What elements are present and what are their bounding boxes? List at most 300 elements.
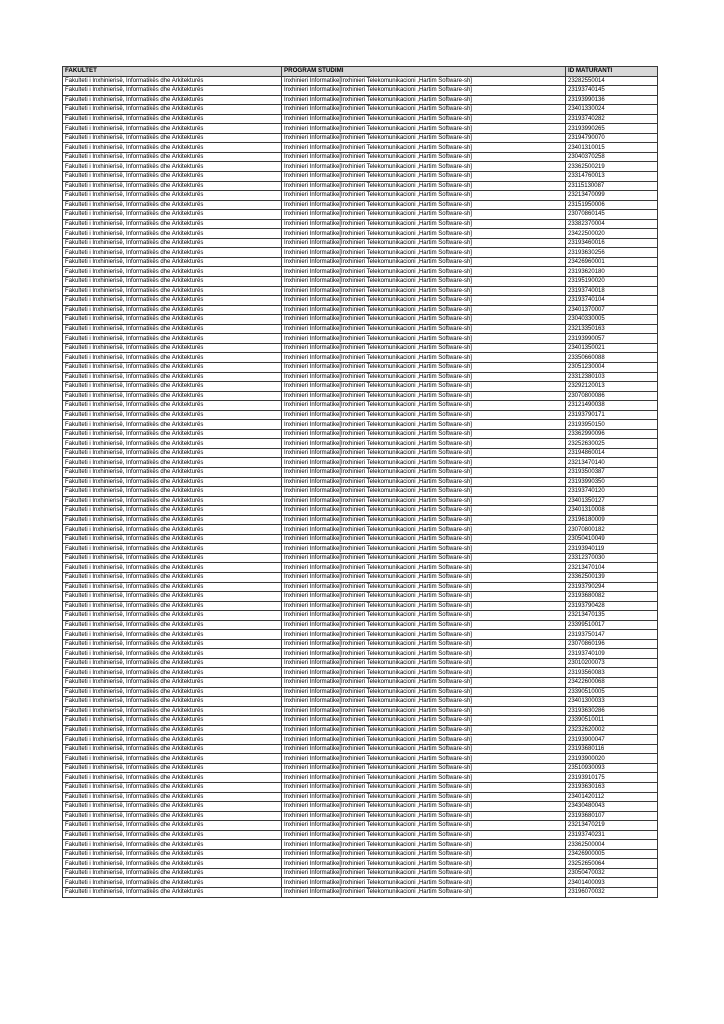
faculty-cell: Fakulteti i Inxhinierisë, Informatikës dhe Arkitekturës: [63, 315, 282, 325]
faculty-cell: Fakulteti i Inxhinierisë, Informatikës dhe Arkitekturës: [63, 649, 282, 659]
program-cell: Inxhinieri Informatike[Inxhinieri Telekomunikacioni ,Hartim Software-sh]: [282, 372, 566, 382]
table-row: [63, 467, 658, 477]
student-id-cell: 23193680116: [566, 744, 658, 754]
program-cell: Inxhinieri Informatike[Inxhinieri Telekomunikacioni ,Hartim Software-sh]: [282, 802, 566, 812]
program-cell: Inxhinieri Informatike[Inxhinieri Telekomunikacioni ,Hartim Software-sh]: [282, 687, 566, 697]
student-id-cell: 23401350021: [566, 343, 658, 353]
table-row: [63, 257, 658, 267]
program-cell: Inxhinieri Informatike[Inxhinieri Telekomunikacioni ,Hartim Software-sh]: [282, 668, 566, 678]
student-id-cell: 23193560083: [566, 668, 658, 678]
student-id-cell: 23193740120: [566, 487, 658, 497]
student-id-cell: 23193740104: [566, 296, 658, 306]
student-id-cell: 23382370004: [566, 219, 658, 229]
program-cell: Inxhinieri Informatike[Inxhinieri Telekomunikacioni ,Hartim Software-sh]: [282, 572, 566, 582]
program-cell: Inxhinieri Informatike[Inxhinieri Telekomunikacioni ,Hartim Software-sh]: [282, 630, 566, 640]
program-cell: Inxhinieri Informatike[Inxhinieri Telekomunikacioni ,Hartim Software-sh]: [282, 477, 566, 487]
table-row: [63, 754, 658, 764]
student-id-cell: 23390510005: [566, 687, 658, 697]
student-id-cell: 23196070032: [566, 888, 658, 898]
table-row: [63, 343, 658, 353]
program-cell: Inxhinieri Informatike[Inxhinieri Telekomunikacioni ,Hartim Software-sh]: [282, 391, 566, 401]
program-cell: Inxhinieri Informatike[Inxhinieri Telekomunikacioni ,Hartim Software-sh]: [282, 238, 566, 248]
header-row: [63, 67, 658, 77]
table-row: [63, 420, 658, 430]
table-row: [63, 658, 658, 668]
program-cell: Inxhinieri Informatike[Inxhinieri Telekomunikacioni ,Hartim Software-sh]: [282, 76, 566, 86]
table-row: [63, 477, 658, 487]
student-id-cell: 23193500387: [566, 467, 658, 477]
faculty-cell: Fakulteti i Inxhinierisë, Informatikës dhe Arkitekturës: [63, 706, 282, 716]
table-row: [63, 238, 658, 248]
student-id-cell: 23312380103: [566, 372, 658, 382]
student-id-cell: 23232620002: [566, 725, 658, 735]
program-cell: Inxhinieri Informatike[Inxhinieri Telekomunikacioni ,Hartim Software-sh]: [282, 821, 566, 831]
table-row: [63, 888, 658, 898]
program-cell: Inxhinieri Informatike[Inxhinieri Telekomunikacioni ,Hartim Software-sh]: [282, 95, 566, 105]
program-cell: Inxhinieri Informatike[Inxhinieri Telekomunikacioni ,Hartim Software-sh]: [282, 763, 566, 773]
program-cell: Inxhinieri Informatike[Inxhinieri Telekomunikacioni ,Hartim Software-sh]: [282, 181, 566, 191]
table-row: [63, 601, 658, 611]
table-row: [63, 525, 658, 535]
faculty-cell: Fakulteti i Inxhinierisë, Informatikës dhe Arkitekturës: [63, 888, 282, 898]
faculty-cell: Fakulteti i Inxhinierisë, Informatikës dhe Arkitekturës: [63, 429, 282, 439]
faculty-cell: Fakulteti i Inxhinierisë, Informatikës dhe Arkitekturës: [63, 821, 282, 831]
program-cell: Inxhinieri Informatike[Inxhinieri Telekomunikacioni ,Hartim Software-sh]: [282, 162, 566, 172]
table-row: [63, 286, 658, 296]
table-row: [63, 620, 658, 630]
table-row: [63, 572, 658, 582]
table-row: [63, 783, 658, 793]
student-id-cell: 23070860196: [566, 639, 658, 649]
table-row: [63, 382, 658, 392]
faculty-cell: Fakulteti i Inxhinierisë, Informatikës dhe Arkitekturës: [63, 763, 282, 773]
table-row: [63, 725, 658, 735]
student-id-cell: 23252630025: [566, 439, 658, 449]
faculty-cell: Fakulteti i Inxhinierisë, Informatikës dhe Arkitekturës: [63, 401, 282, 411]
faculty-cell: Fakulteti i Inxhinierisë, Informatikës dhe Arkitekturës: [63, 343, 282, 353]
faculty-cell: Fakulteti i Inxhinierisë, Informatikës dhe Arkitekturës: [63, 792, 282, 802]
faculty-cell: Fakulteti i Inxhinierisë, Informatikës dhe Arkitekturës: [63, 162, 282, 172]
student-id-cell: 23510930093: [566, 763, 658, 773]
program-cell: Inxhinieri Informatike[Inxhinieri Telekomunikacioni ,Hartim Software-sh]: [282, 811, 566, 821]
program-cell: Inxhinieri Informatike[Inxhinieri Telekomunikacioni ,Hartim Software-sh]: [282, 592, 566, 602]
student-id-cell: 23399510017: [566, 620, 658, 630]
faculty-cell: Fakulteti i Inxhinierisë, Informatikës dhe Arkitekturës: [63, 840, 282, 850]
table-row: [63, 706, 658, 716]
program-cell: Inxhinieri Informatike[Inxhinieri Telekomunikacioni ,Hartim Software-sh]: [282, 515, 566, 525]
table-row: [63, 76, 658, 86]
student-id-cell: 23040330005: [566, 315, 658, 325]
program-cell: Inxhinieri Informatike[Inxhinieri Telekomunikacioni ,Hartim Software-sh]: [282, 525, 566, 535]
program-cell: Inxhinieri Informatike[Inxhinieri Telekomunikacioni ,Hartim Software-sh]: [282, 172, 566, 182]
student-id-cell: 23070800086: [566, 391, 658, 401]
program-cell: Inxhinieri Informatike[Inxhinieri Telekomunikacioni ,Hartim Software-sh]: [282, 343, 566, 353]
table-row: [63, 439, 658, 449]
table-row: [63, 229, 658, 239]
program-cell: Inxhinieri Informatike[Inxhinieri Telekomunikacioni ,Hartim Software-sh]: [282, 133, 566, 143]
student-id-cell: 23422500020: [566, 229, 658, 239]
student-id-cell: 23401330024: [566, 105, 658, 115]
faculty-cell: Fakulteti i Inxhinierisë, Informatikës dhe Arkitekturës: [63, 716, 282, 726]
faculty-cell: Fakulteti i Inxhinierisë, Informatikës dhe Arkitekturës: [63, 458, 282, 468]
program-cell: Inxhinieri Informatike[Inxhinieri Telekomunikacioni ,Hartim Software-sh]: [282, 439, 566, 449]
table-row: [63, 429, 658, 439]
student-id-cell: 23312370030: [566, 553, 658, 563]
table-row: [63, 114, 658, 124]
program-cell: Inxhinieri Informatike[Inxhinieri Telekomunikacioni ,Hartim Software-sh]: [282, 305, 566, 315]
table-row: [63, 191, 658, 201]
faculty-cell: Fakulteti i Inxhinierisë, Informatikës dhe Arkitekturës: [63, 200, 282, 210]
program-cell: Inxhinieri Informatike[Inxhinieri Telekomunikacioni ,Hartim Software-sh]: [282, 840, 566, 850]
faculty-cell: Fakulteti i Inxhinierisë, Informatikës dhe Arkitekturës: [63, 105, 282, 115]
student-id-cell: 23040370258: [566, 152, 658, 162]
faculty-cell: Fakulteti i Inxhinierisë, Informatikës dhe Arkitekturës: [63, 735, 282, 745]
table-row: [63, 152, 658, 162]
student-id-cell: 23193990265: [566, 124, 658, 134]
student-id-cell: 23193740231: [566, 830, 658, 840]
faculty-cell: Fakulteti i Inxhinierisë, Informatikës dhe Arkitekturës: [63, 248, 282, 258]
program-cell: Inxhinieri Informatike[Inxhinieri Telekomunikacioni ,Hartim Software-sh]: [282, 448, 566, 458]
faculty-cell: Fakulteti i Inxhinierisë, Informatikës dhe Arkitekturës: [63, 496, 282, 506]
faculty-cell: Fakulteti i Inxhinierisë, Informatikës dhe Arkitekturës: [63, 830, 282, 840]
table-row: [63, 811, 658, 821]
table-row: [63, 639, 658, 649]
faculty-cell: Fakulteti i Inxhinierisë, Informatikës dhe Arkitekturës: [63, 210, 282, 220]
table-row: [63, 592, 658, 602]
faculty-cell: Fakulteti i Inxhinierisë, Informatikës dhe Arkitekturës: [63, 811, 282, 821]
program-cell: Inxhinieri Informatike[Inxhinieri Telekomunikacioni ,Hartim Software-sh]: [282, 429, 566, 439]
program-cell: Inxhinieri Informatike[Inxhinieri Telekomunikacioni ,Hartim Software-sh]: [282, 868, 566, 878]
program-cell: Inxhinieri Informatike[Inxhinieri Telekomunikacioni ,Hartim Software-sh]: [282, 773, 566, 783]
faculty-cell: Fakulteti i Inxhinierisë, Informatikës dhe Arkitekturës: [63, 305, 282, 315]
table-row: [63, 353, 658, 363]
faculty-cell: Fakulteti i Inxhinierisë, Informatikës dhe Arkitekturës: [63, 267, 282, 277]
student-id-cell: 23350660088: [566, 353, 658, 363]
student-id-cell: 23193910175: [566, 773, 658, 783]
student-id-cell: 23362500004: [566, 840, 658, 850]
table-row: [63, 792, 658, 802]
program-cell: Inxhinieri Informatike[Inxhinieri Telekomunikacioni ,Hartim Software-sh]: [282, 200, 566, 210]
table-row: [63, 553, 658, 563]
student-id-cell: 23193680107: [566, 811, 658, 821]
program-cell: Inxhinieri Informatike[Inxhinieri Telekomunikacioni ,Hartim Software-sh]: [282, 410, 566, 420]
program-cell: Inxhinieri Informatike[Inxhinieri Telekomunikacioni ,Hartim Software-sh]: [282, 105, 566, 115]
student-id-cell: 23426960001: [566, 257, 658, 267]
program-cell: Inxhinieri Informatike[Inxhinieri Telekomunikacioni ,Hartim Software-sh]: [282, 649, 566, 659]
student-id-cell: 23390510011: [566, 716, 658, 726]
student-id-cell: 23193750147: [566, 630, 658, 640]
table-row: [63, 448, 658, 458]
table-row: [63, 735, 658, 745]
student-id-cell: 23193790294: [566, 582, 658, 592]
program-cell: Inxhinieri Informatike[Inxhinieri Telekomunikacioni ,Hartim Software-sh]: [282, 620, 566, 630]
table-row: [63, 143, 658, 153]
table-row: [63, 773, 658, 783]
table-row: [63, 544, 658, 554]
student-id-cell: 23151950006: [566, 200, 658, 210]
student-id-cell: 23070860145: [566, 210, 658, 220]
student-id-cell: 23422600068: [566, 678, 658, 688]
faculty-cell: Fakulteti i Inxhinierisë, Informatikës dhe Arkitekturës: [63, 172, 282, 182]
faculty-cell: Fakulteti i Inxhinierisë, Informatikës dhe Arkitekturës: [63, 572, 282, 582]
program-cell: Inxhinieri Informatike[Inxhinieri Telekomunikacioni ,Hartim Software-sh]: [282, 792, 566, 802]
table-row: [63, 534, 658, 544]
program-cell: Inxhinieri Informatike[Inxhinieri Telekomunikacioni ,Hartim Software-sh]: [282, 458, 566, 468]
faculty-cell: Fakulteti i Inxhinierisë, Informatikës dhe Arkitekturës: [63, 601, 282, 611]
table-row: [63, 334, 658, 344]
program-cell: Inxhinieri Informatike[Inxhinieri Telekomunikacioni ,Hartim Software-sh]: [282, 219, 566, 229]
program-cell: Inxhinieri Informatike[Inxhinieri Telekomunikacioni ,Hartim Software-sh]: [282, 506, 566, 516]
student-id-cell: 23213350163: [566, 324, 658, 334]
table-row: [63, 868, 658, 878]
program-cell: Inxhinieri Informatike[Inxhinieri Telekomunikacioni ,Hartim Software-sh]: [282, 353, 566, 363]
table-row: [63, 210, 658, 220]
student-id-cell: 23193740109: [566, 649, 658, 659]
table-row: [63, 95, 658, 105]
student-id-cell: 23193990350: [566, 477, 658, 487]
program-cell: Inxhinieri Informatike[Inxhinieri Telekomunikacioni ,Hartim Software-sh]: [282, 229, 566, 239]
student-id-cell: 23314760013: [566, 172, 658, 182]
table-row: [63, 133, 658, 143]
faculty-cell: Fakulteti i Inxhinierisë, Informatikës dhe Arkitekturës: [63, 420, 282, 430]
student-id-cell: 23196180009: [566, 515, 658, 525]
students-table: [62, 66, 658, 898]
faculty-cell: Fakulteti i Inxhinierisë, Informatikës dhe Arkitekturës: [63, 76, 282, 86]
student-id-header: ID MATURANTI: [566, 67, 658, 77]
student-id-cell: 23194790070: [566, 133, 658, 143]
student-id-cell: 23193740145: [566, 86, 658, 96]
student-id-cell: 23430480043: [566, 802, 658, 812]
table-body: [63, 76, 658, 897]
table-row: [63, 830, 658, 840]
table-row: [63, 172, 658, 182]
faculty-cell: Fakulteti i Inxhinierisë, Informatikës dhe Arkitekturës: [63, 754, 282, 764]
student-id-cell: 23401310015: [566, 143, 658, 153]
faculty-cell: Fakulteti i Inxhinierisë, Informatikës dhe Arkitekturës: [63, 410, 282, 420]
table-row: [63, 296, 658, 306]
table-row: [63, 697, 658, 707]
program-cell: Inxhinieri Informatike[Inxhinieri Telekomunikacioni ,Hartim Software-sh]: [282, 563, 566, 573]
program-cell: Inxhinieri Informatike[Inxhinieri Telekomunikacioni ,Hartim Software-sh]: [282, 706, 566, 716]
faculty-cell: Fakulteti i Inxhinierisë, Informatikës dhe Arkitekturës: [63, 372, 282, 382]
table-row: [63, 105, 658, 115]
program-cell: Inxhinieri Informatike[Inxhinieri Telekomunikacioni ,Hartim Software-sh]: [282, 382, 566, 392]
program-cell: Inxhinieri Informatike[Inxhinieri Telekomunikacioni ,Hartim Software-sh]: [282, 534, 566, 544]
table-row: [63, 496, 658, 506]
faculty-cell: Fakulteti i Inxhinierisë, Informatikës dhe Arkitekturës: [63, 525, 282, 535]
student-id-cell: 23115130087: [566, 181, 658, 191]
faculty-cell: Fakulteti i Inxhinierisë, Informatikës dhe Arkitekturës: [63, 114, 282, 124]
faculty-cell: Fakulteti i Inxhinierisë, Informatikës dhe Arkitekturës: [63, 783, 282, 793]
table-row: [63, 487, 658, 497]
faculty-cell: Fakulteti i Inxhinierisë, Informatikës dhe Arkitekturës: [63, 582, 282, 592]
faculty-cell: Fakulteti i Inxhinierisë, Informatikës dhe Arkitekturës: [63, 86, 282, 96]
faculty-cell: Fakulteti i Inxhinierisë, Informatikës dhe Arkitekturës: [63, 563, 282, 573]
table-row: [63, 506, 658, 516]
table-row: [63, 859, 658, 869]
program-cell: Inxhinieri Informatike[Inxhinieri Telekomunikacioni ,Hartim Software-sh]: [282, 496, 566, 506]
student-id-cell: 23193740282: [566, 114, 658, 124]
table-row: [63, 630, 658, 640]
student-id-cell: 23051230004: [566, 362, 658, 372]
program-cell: Inxhinieri Informatike[Inxhinieri Telekomunikacioni ,Hartim Software-sh]: [282, 334, 566, 344]
student-id-cell: 23252650064: [566, 859, 658, 869]
program-cell: Inxhinieri Informatike[Inxhinieri Telekomunikacioni ,Hartim Software-sh]: [282, 611, 566, 621]
faculty-cell: Fakulteti i Inxhinierisë, Informatikës dhe Arkitekturës: [63, 477, 282, 487]
faculty-cell: Fakulteti i Inxhinierisë, Informatikës dhe Arkitekturës: [63, 668, 282, 678]
table-row: [63, 372, 658, 382]
faculty-cell: Fakulteti i Inxhinierisë, Informatikës dhe Arkitekturës: [63, 658, 282, 668]
student-id-cell: 23213470140: [566, 458, 658, 468]
faculty-cell: Fakulteti i Inxhinierisë, Informatikës dhe Arkitekturës: [63, 515, 282, 525]
table-row: [63, 391, 658, 401]
program-cell: Inxhinieri Informatike[Inxhinieri Telekomunikacioni ,Hartim Software-sh]: [282, 878, 566, 888]
program-cell: Inxhinieri Informatike[Inxhinieri Telekomunikacioni ,Hartim Software-sh]: [282, 124, 566, 134]
student-id-cell: 23010200073: [566, 658, 658, 668]
student-id-cell: 23401300033: [566, 697, 658, 707]
faculty-cell: Fakulteti i Inxhinierisë, Informatikës dhe Arkitekturës: [63, 219, 282, 229]
table-row: [63, 582, 658, 592]
faculty-cell: Fakulteti i Inxhinierisë, Informatikës dhe Arkitekturës: [63, 773, 282, 783]
table-row: [63, 763, 658, 773]
table-row: [63, 668, 658, 678]
student-id-cell: 23193790428: [566, 601, 658, 611]
table-row: [63, 716, 658, 726]
program-cell: Inxhinieri Informatike[Inxhinieri Telekomunikacioni ,Hartim Software-sh]: [282, 152, 566, 162]
table-row: [63, 162, 658, 172]
table-row: [63, 305, 658, 315]
program-cell: Inxhinieri Informatike[Inxhinieri Telekomunikacioni ,Hartim Software-sh]: [282, 601, 566, 611]
table-row: [63, 219, 658, 229]
faculty-cell: Fakulteti i Inxhinierisë, Informatikës dhe Arkitekturës: [63, 143, 282, 153]
faculty-cell: Fakulteti i Inxhinierisë, Informatikës dhe Arkitekturës: [63, 630, 282, 640]
faculty-cell: Fakulteti i Inxhinierisë, Informatikës dhe Arkitekturës: [63, 238, 282, 248]
program-cell: Inxhinieri Informatike[Inxhinieri Telekomunikacioni ,Hartim Software-sh]: [282, 783, 566, 793]
table-row: [63, 744, 658, 754]
program-cell: Inxhinieri Informatike[Inxhinieri Telekomunikacioni ,Hartim Software-sh]: [282, 582, 566, 592]
student-id-cell: 23362990096: [566, 429, 658, 439]
faculty-cell: Fakulteti i Inxhinierisë, Informatikës dhe Arkitekturës: [63, 382, 282, 392]
faculty-cell: Fakulteti i Inxhinierisë, Informatikës dhe Arkitekturës: [63, 553, 282, 563]
student-id-cell: 23193630163: [566, 783, 658, 793]
faculty-cell: Fakulteti i Inxhinierisë, Informatikës dhe Arkitekturës: [63, 296, 282, 306]
table-row: [63, 86, 658, 96]
student-id-cell: 23193950150: [566, 420, 658, 430]
table-row: [63, 802, 658, 812]
table-row: [63, 563, 658, 573]
student-id-cell: 23050470032: [566, 868, 658, 878]
program-cell: Inxhinieri Informatike[Inxhinieri Telekomunikacioni ,Hartim Software-sh]: [282, 716, 566, 726]
table-row: [63, 324, 658, 334]
faculty-cell: Fakulteti i Inxhinierisë, Informatikës dhe Arkitekturës: [63, 181, 282, 191]
table-row: [63, 401, 658, 411]
faculty-cell: Fakulteti i Inxhinierisë, Informatikës dhe Arkitekturës: [63, 849, 282, 859]
program-cell: Inxhinieri Informatike[Inxhinieri Telekomunikacioni ,Hartim Software-sh]: [282, 86, 566, 96]
table-row: [63, 458, 658, 468]
program-cell: Inxhinieri Informatike[Inxhinieri Telekomunikacioni ,Hartim Software-sh]: [282, 859, 566, 869]
faculty-cell: Fakulteti i Inxhinierisë, Informatikës dhe Arkitekturës: [63, 448, 282, 458]
program-cell: Inxhinieri Informatike[Inxhinieri Telekomunikacioni ,Hartim Software-sh]: [282, 639, 566, 649]
program-cell: Inxhinieri Informatike[Inxhinieri Telekomunikacioni ,Hartim Software-sh]: [282, 324, 566, 334]
student-id-cell: 23050410049: [566, 534, 658, 544]
student-id-cell: 23195190020: [566, 277, 658, 287]
table-row: [63, 124, 658, 134]
student-id-cell: 23401350127: [566, 496, 658, 506]
faculty-cell: Fakulteti i Inxhinierisë, Informatikës dhe Arkitekturës: [63, 878, 282, 888]
data-sheet: [62, 66, 657, 898]
student-id-cell: 23292120013: [566, 382, 658, 392]
table-row: [63, 821, 658, 831]
table-row: [63, 315, 658, 325]
program-cell: Inxhinieri Informatike[Inxhinieri Telekomunikacioni ,Hartim Software-sh]: [282, 888, 566, 898]
table-row: [63, 267, 658, 277]
faculty-cell: Fakulteti i Inxhinierisë, Informatikës dhe Arkitekturës: [63, 725, 282, 735]
student-id-cell: 23193900047: [566, 735, 658, 745]
program-cell: Inxhinieri Informatike[Inxhinieri Telekomunikacioni ,Hartim Software-sh]: [282, 267, 566, 277]
program-cell: Inxhinieri Informatike[Inxhinieri Telekomunikacioni ,Hartim Software-sh]: [282, 849, 566, 859]
faculty-cell: Fakulteti i Inxhinierisë, Informatikës dhe Arkitekturës: [63, 744, 282, 754]
program-cell: Inxhinieri Informatike[Inxhinieri Telekomunikacioni ,Hartim Software-sh]: [282, 401, 566, 411]
student-id-cell: 23401400093: [566, 878, 658, 888]
student-id-cell: 23362500139: [566, 572, 658, 582]
student-id-cell: 23426900005: [566, 849, 658, 859]
program-cell: Inxhinieri Informatike[Inxhinieri Telekomunikacioni ,Hartim Software-sh]: [282, 277, 566, 287]
faculty-cell: Fakulteti i Inxhinierisë, Informatikës dhe Arkitekturës: [63, 487, 282, 497]
table-row: [63, 200, 658, 210]
program-cell: Inxhinieri Informatike[Inxhinieri Telekomunikacioni ,Hartim Software-sh]: [282, 296, 566, 306]
student-id-cell: 23193790171: [566, 410, 658, 420]
table-row: [63, 277, 658, 287]
faculty-cell: Fakulteti i Inxhinierisë, Informatikës dhe Arkitekturës: [63, 391, 282, 401]
faculty-cell: Fakulteti i Inxhinierisë, Informatikës dhe Arkitekturës: [63, 611, 282, 621]
program-cell: Inxhinieri Informatike[Inxhinieri Telekomunikacioni ,Hartim Software-sh]: [282, 210, 566, 220]
faculty-cell: Fakulteti i Inxhinierisë, Informatikës dhe Arkitekturës: [63, 133, 282, 143]
student-id-cell: 23193630286: [566, 706, 658, 716]
program-cell: Inxhinieri Informatike[Inxhinieri Telekomunikacioni ,Hartim Software-sh]: [282, 744, 566, 754]
faculty-cell: Fakulteti i Inxhinierisë, Informatikës dhe Arkitekturës: [63, 362, 282, 372]
faculty-cell: Fakulteti i Inxhinierisë, Informatikës dhe Arkitekturës: [63, 286, 282, 296]
faculty-cell: Fakulteti i Inxhinierisë, Informatikës dhe Arkitekturës: [63, 334, 282, 344]
student-id-cell: 23213470219: [566, 821, 658, 831]
program-cell: Inxhinieri Informatike[Inxhinieri Telekomunikacioni ,Hartim Software-sh]: [282, 754, 566, 764]
student-id-cell: 23401310008: [566, 506, 658, 516]
student-id-cell: 23362500219: [566, 162, 658, 172]
student-id-cell: 23194860014: [566, 448, 658, 458]
program-cell: Inxhinieri Informatike[Inxhinieri Telekomunikacioni ,Hartim Software-sh]: [282, 143, 566, 153]
faculty-cell: Fakulteti i Inxhinierisë, Informatikës dhe Arkitekturës: [63, 191, 282, 201]
student-id-cell: 23193630256: [566, 248, 658, 258]
student-id-cell: 23193620180: [566, 267, 658, 277]
faculty-cell: Fakulteti i Inxhinierisë, Informatikës dhe Arkitekturës: [63, 353, 282, 363]
program-cell: Inxhinieri Informatike[Inxhinieri Telekomunikacioni ,Hartim Software-sh]: [282, 725, 566, 735]
student-id-cell: 23193680082: [566, 592, 658, 602]
faculty-cell: Fakulteti i Inxhinierisë, Informatikës dhe Arkitekturës: [63, 859, 282, 869]
student-id-cell: 23070800182: [566, 525, 658, 535]
faculty-cell: Fakulteti i Inxhinierisë, Informatikës dhe Arkitekturës: [63, 467, 282, 477]
faculty-cell: Fakulteti i Inxhinierisë, Informatikës dhe Arkitekturës: [63, 152, 282, 162]
program-cell: Inxhinieri Informatike[Inxhinieri Telekomunikacioni ,Hartim Software-sh]: [282, 286, 566, 296]
student-id-cell: 23401420112: [566, 792, 658, 802]
table-row: [63, 410, 658, 420]
student-id-cell: 23193460016: [566, 238, 658, 248]
faculty-cell: Fakulteti i Inxhinierisë, Informatikës dhe Arkitekturës: [63, 439, 282, 449]
faculty-cell: Fakulteti i Inxhinierisë, Informatikës dhe Arkitekturës: [63, 639, 282, 649]
faculty-cell: Fakulteti i Inxhinierisë, Informatikës dhe Arkitekturës: [63, 697, 282, 707]
table-row: [63, 678, 658, 688]
program-cell: Inxhinieri Informatike[Inxhinieri Telekomunikacioni ,Hartim Software-sh]: [282, 735, 566, 745]
program-cell: Inxhinieri Informatike[Inxhinieri Telekomunikacioni ,Hartim Software-sh]: [282, 678, 566, 688]
student-id-cell: 23121490038: [566, 401, 658, 411]
